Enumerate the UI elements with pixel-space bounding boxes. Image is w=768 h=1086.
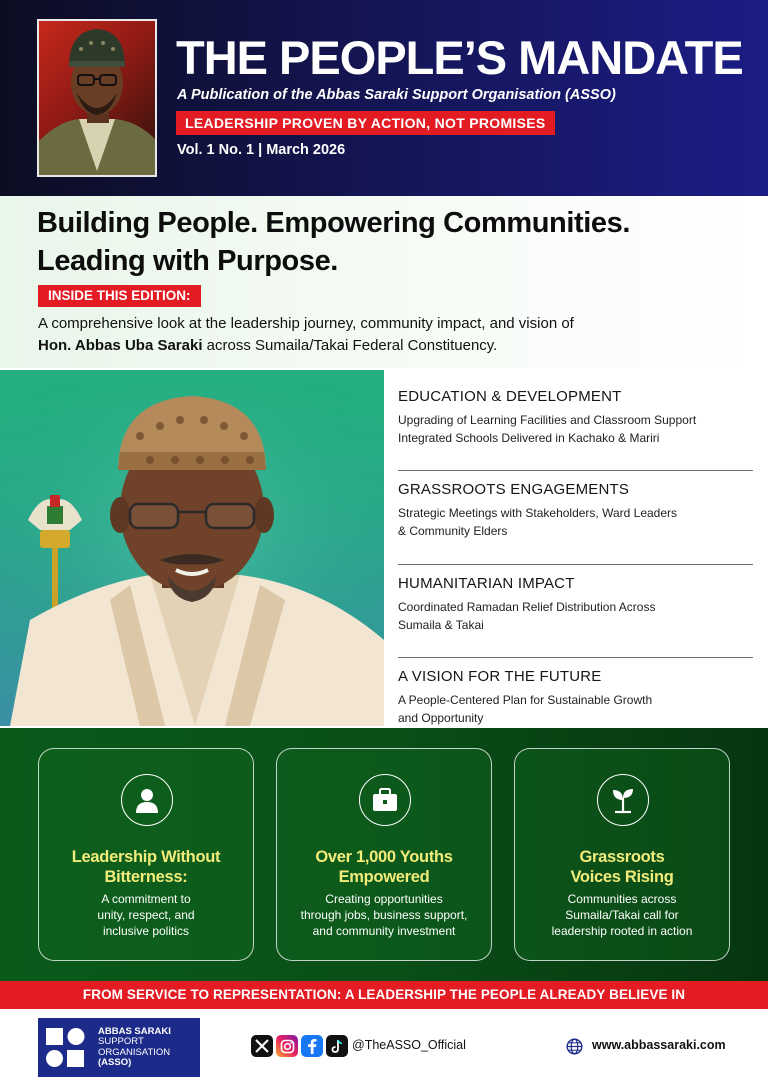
toc-item-line: & Community Elders: [398, 524, 508, 538]
social-icons: [251, 1035, 348, 1057]
card-text-line: through jobs, business support,: [300, 908, 468, 922]
highlights-band: [0, 728, 768, 981]
briefcase-icon: [359, 774, 411, 826]
card-title: [515, 847, 729, 887]
toc-item-line: Integrated Schools Delivered in Kachako & Mariri: [398, 431, 660, 445]
asso-logo-text: [98, 1027, 171, 1069]
issue-info: Vol. 1 No. 1 | March 2026: [177, 142, 346, 158]
card-title-line: Leadership Without: [71, 848, 221, 866]
toc-item-line: A People-Centered Plan for Sustainable Growth: [398, 693, 653, 707]
masthead-portrait: [37, 19, 157, 177]
card-title: [39, 847, 253, 887]
masthead: [0, 0, 768, 196]
politician-name: Hon. Abbas Uba Saraki: [38, 337, 203, 354]
card-text-line: inclusive politics: [102, 924, 190, 938]
logo-line: SUPPORT: [98, 1036, 144, 1047]
toc-item-title: HUMANITARIAN IMPACT: [398, 575, 575, 592]
toc-item-line: and Opportunity: [398, 711, 484, 725]
card-title-line: Bitterness:: [104, 868, 188, 886]
card-text: [277, 891, 491, 939]
table-of-contents: [398, 388, 753, 751]
card-text-line: Creating opportunities: [325, 892, 443, 906]
card-text-line: Communities across: [567, 892, 677, 906]
toc-item-title: EDUCATION & DEVELOPMENT: [398, 388, 622, 405]
bottom-slogan-banner: FROM SERVICE TO REPRESENTATION: A LEADERSHIP THE PEOPLE ALREADY BELIEVE IN: [0, 981, 768, 1009]
publication-subtitle: A Publication of the Abbas Saraki Support Organisation (ASSO): [177, 87, 616, 103]
toc-item-title: A VISION FOR THE FUTURE: [398, 668, 602, 685]
feature-portrait-illustration: [0, 370, 384, 726]
globe-icon: [566, 1038, 583, 1055]
card-text-line: A commitment to: [101, 892, 191, 906]
card-title-line: Voices Rising: [570, 868, 674, 886]
highlight-card: [514, 748, 730, 961]
feature-portrait: [0, 370, 384, 726]
tiktok-icon[interactable]: [326, 1035, 348, 1057]
toc-item-line: Strategic Meetings with Stakeholders, Ward Leaders: [398, 506, 678, 520]
toc-item-line: Sumaila & Takai: [398, 618, 484, 632]
logo-line: (ASSO): [98, 1057, 132, 1068]
asso-logo[interactable]: [38, 1018, 200, 1077]
card-text-line: and community investment: [312, 924, 456, 938]
publication-title: THE PEOPLE’S MANDATE: [176, 31, 743, 84]
portrait-illustration: [39, 21, 155, 175]
footer: [0, 1009, 768, 1086]
card-text-line: unity, respect, and: [97, 908, 195, 922]
highlight-card: [38, 748, 254, 961]
intro-paragraph: [38, 313, 758, 357]
facebook-icon[interactable]: [301, 1035, 323, 1057]
card-text-line: Sumaila/Takai call for: [565, 908, 679, 922]
logo-line: ORGANISATION: [98, 1046, 171, 1058]
intro-text-part: A comprehensive look at the leadership journey, community impact, and vision of: [38, 315, 574, 332]
card-text: [39, 891, 253, 939]
slogan-badge: LEADERSHIP PROVEN BY ACTION, NOT PROMISES: [176, 111, 555, 135]
card-title-line: Over 1,000 Youths: [315, 848, 453, 866]
inside-edition-badge: INSIDE THIS EDITION:: [38, 285, 201, 307]
toc-item-line: Upgrading of Learning Facilities and Classroom Support: [398, 413, 697, 427]
sprout-icon: [597, 774, 649, 826]
toc-item: [398, 388, 753, 471]
intro-text-part: across Sumaila/Takai Federal Constituency.: [202, 337, 498, 354]
website-link[interactable]: www.abbassaraki.com: [592, 1038, 726, 1052]
logo-line: ABBAS SARAKI: [98, 1025, 171, 1037]
card-title: [277, 847, 491, 887]
instagram-icon[interactable]: [276, 1035, 298, 1057]
toc-item-line: Coordinated Ramadan Relief Distribution Across: [398, 600, 656, 614]
intro-section: [0, 196, 768, 368]
toc-item: [398, 481, 753, 565]
asso-logo-mark-icon: [38, 1018, 92, 1077]
card-text: [515, 891, 729, 939]
main-headline: [37, 204, 757, 280]
headline-line: Building People. Empowering Communities.: [37, 207, 631, 239]
person-icon: [121, 774, 173, 826]
social-handle[interactable]: @TheASSO_Official: [352, 1038, 466, 1052]
card-text-line: leadership rooted in action: [551, 924, 693, 938]
card-title-line: Empowered: [338, 868, 430, 886]
toc-item: [398, 575, 753, 658]
card-title-line: Grassroots: [579, 848, 665, 866]
x-icon[interactable]: [251, 1035, 273, 1057]
toc-item-title: GRASSROOTS ENGAGEMENTS: [398, 481, 630, 498]
highlight-card: [276, 748, 492, 961]
headline-line: Leading with Purpose.: [37, 245, 338, 277]
